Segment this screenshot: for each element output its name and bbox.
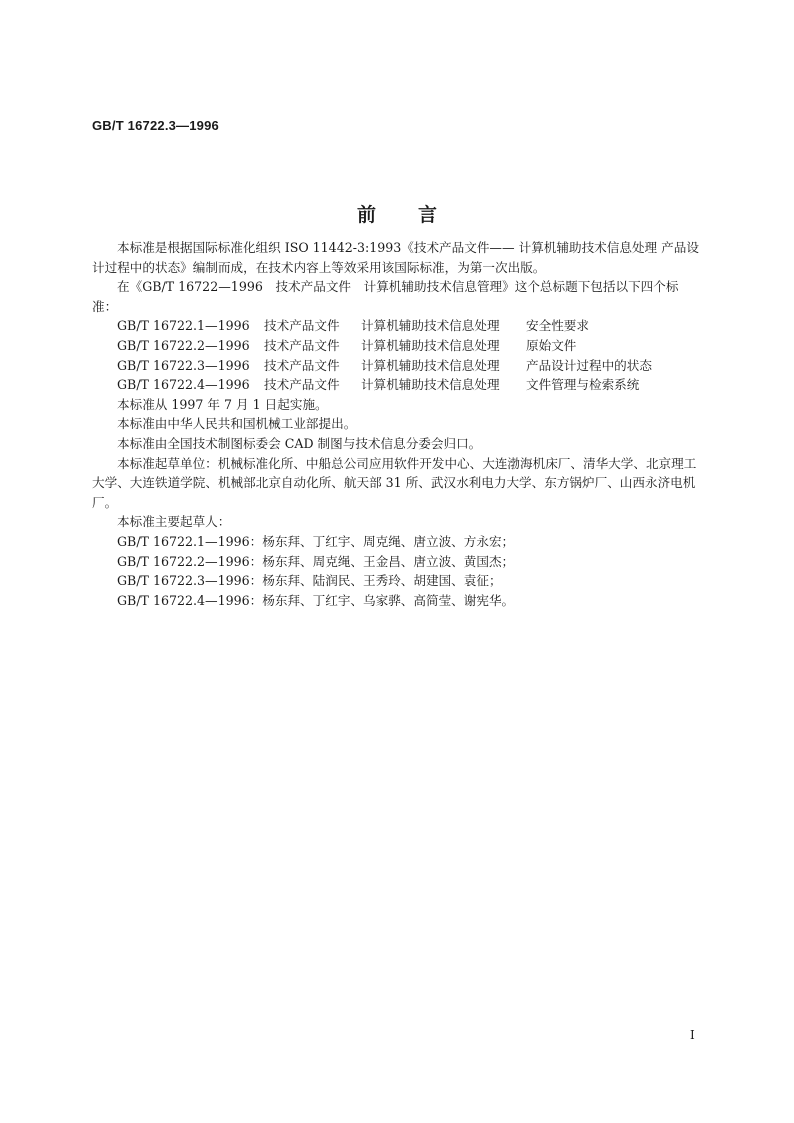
page-title (0, 200, 794, 227)
title-char-2: 言 (418, 204, 438, 226)
standard-part-cell: 产品设计过程中的状态 (526, 357, 652, 373)
paragraph-basis: 本标准是根据国际标准化组织 ISO 11442-3:1993《技术产品文件—— 计算机辅助技术信息处理 产品设计过程中的状态》编制而成，在技术内容上等效采用该国际标准，为第一次出版。 (92, 240, 699, 275)
drafter-list-item: GB/T 16722.3—1996：杨东拜、陆润民、王秀玲、胡建国、袁征； (117, 573, 502, 589)
page-number: I (690, 1028, 695, 1042)
standard-list-item (92, 316, 702, 336)
standard-code-cell: GB/T 16722.4—1996 (117, 377, 250, 393)
statement-centralized-by: 本标准由全国技术制图标委会 CAD 制图与技术信息分委会归口。 (117, 435, 482, 451)
drafter-list-item: GB/T 16722.4—1996：杨东拜、丁红宇、乌家骅、高简莹、谢宪华。 (117, 592, 515, 608)
standard-field-cell: 技术产品文件 (264, 377, 340, 393)
standard-part-cell: 原始文件 (526, 337, 577, 353)
standard-part-cell: 文件管理与检索系统 (526, 377, 640, 393)
statement-proposed-by: 本标准由中华人民共和国机械工业部提出。 (117, 416, 357, 432)
standard-code-cell: GB/T 16722.1—1996 (117, 318, 250, 334)
standard-list-item (92, 375, 702, 395)
standard-list-item (92, 336, 702, 356)
standard-field-cell: 技术产品文件 (264, 318, 340, 334)
statement-drafting-units: 本标准起草单位：机械标准化所、中船总公司应用软件开发中心、大连渤海机床厂、清华大学、北京理工大学、大连铁道学院、机械部北京自动化所、航天部 31 所、武汉水利电力大学、东方锅炉厂、山西永济电机厂。 (92, 455, 697, 510)
standard-code: GB/T 16722.3—1996 (92, 118, 219, 133)
foreword-body (92, 238, 702, 610)
standard-field-cell: 技术产品文件 (264, 337, 340, 353)
drafter-list-item: GB/T 16722.1—1996：杨东拜、丁红宇、周克绳、唐立波、方永宏； (117, 533, 515, 549)
title-char-1: 前 (356, 204, 376, 226)
standard-list-item (92, 356, 702, 376)
standard-topic-cell: 计算机辅助技术信息处理 (361, 377, 500, 393)
statement-drafters-intro: 本标准主要起草人： (117, 514, 231, 530)
standard-topic-cell: 计算机辅助技术信息处理 (361, 337, 500, 353)
standard-field-cell: 技术产品文件 (264, 357, 340, 373)
standard-code-cell: GB/T 16722.2—1996 (117, 337, 250, 353)
standard-topic-cell: 计算机辅助技术信息处理 (361, 318, 500, 334)
standard-code-cell: GB/T 16722.3—1996 (117, 357, 250, 373)
paragraph-series: 在《GB/T 16722—1996 技术产品文件 计算机辅助技术信息管理》这个总标题下包括以下四个标准： (92, 279, 679, 314)
drafter-list-item: GB/T 16722.2—1996：杨东拜、周克绳、王金昌、唐立波、黄国杰； (117, 553, 515, 569)
standard-part-cell: 安全性要求 (526, 318, 589, 334)
statement-effective-date: 本标准从 1997 年 7 月 1 日起实施。 (117, 396, 328, 412)
standard-topic-cell: 计算机辅助技术信息处理 (361, 357, 500, 373)
